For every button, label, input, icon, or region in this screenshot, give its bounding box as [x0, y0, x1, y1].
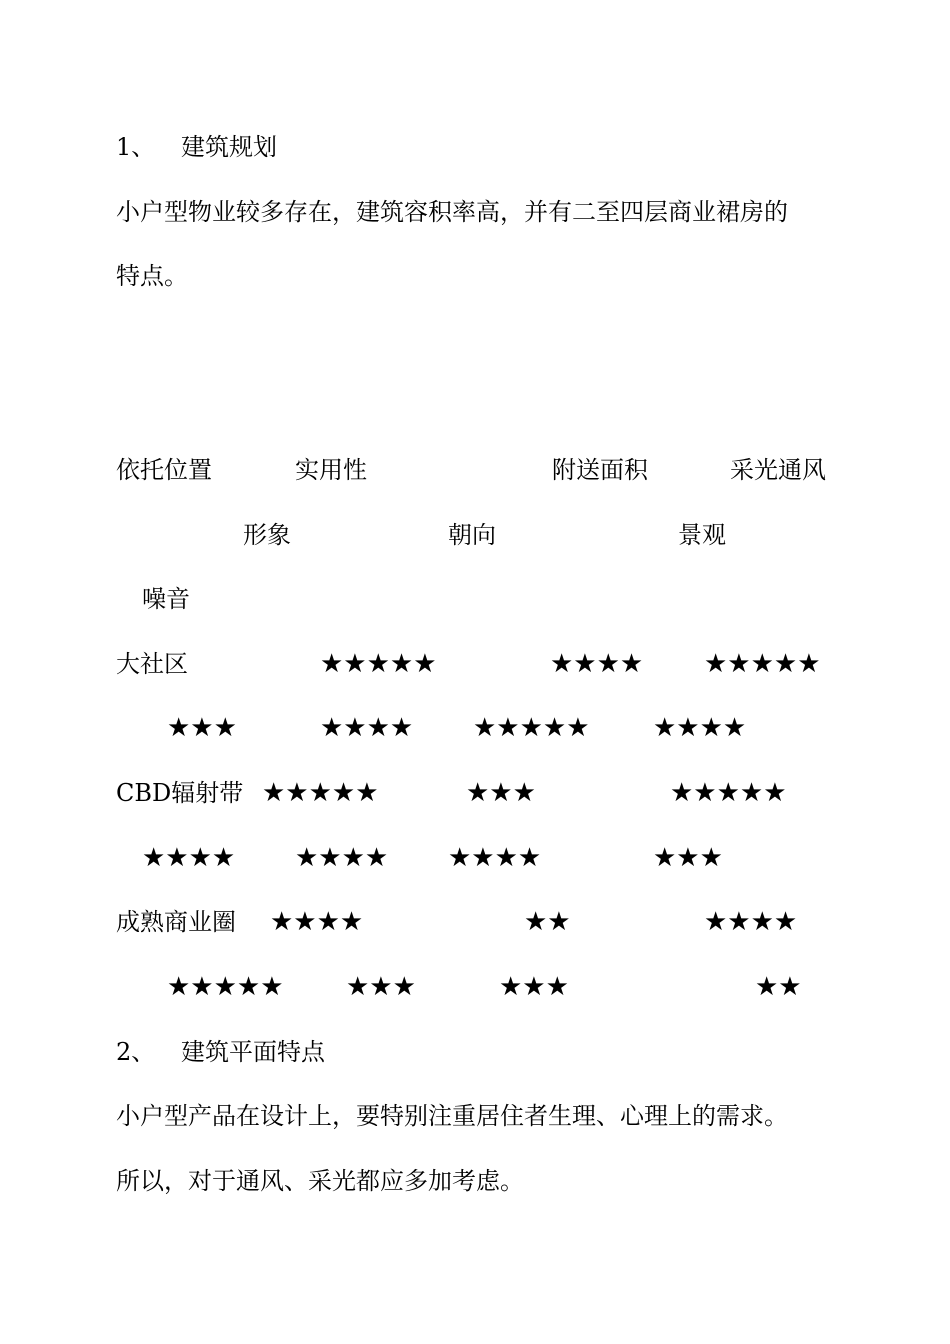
rating-stars: ★★★ — [499, 972, 569, 1002]
rating-stars: ★★★ — [167, 713, 237, 743]
row-label-cbd-belt: CBD辐射带 — [116, 779, 244, 807]
column-header-image: 形象 — [243, 521, 291, 549]
rating-stars: ★★★★★ — [167, 972, 284, 1002]
column-header-location: 依托位置 — [116, 456, 212, 484]
rating-stars: ★★★★★ — [704, 649, 821, 679]
rating-stars: ★★★★★ — [473, 713, 590, 743]
section1-paragraph-line2: 特点。 — [116, 262, 188, 290]
row-label-mature-business-district: 成熟商业圈 — [116, 908, 236, 936]
section2-paragraph-line2: 所以，对于通风、采光都应多加考虑。 — [116, 1167, 524, 1195]
rating-stars: ★★★★ — [142, 843, 236, 873]
rating-stars: ★★★★★ — [262, 778, 379, 808]
rating-stars: ★★★ — [346, 972, 416, 1002]
section1-paragraph-line1: 小户型物业较多存在，建筑容积率高，并有二至四层商业裙房的 — [116, 198, 788, 226]
rating-stars: ★★★★ — [704, 907, 798, 937]
row-label-large-community: 大社区 — [116, 650, 188, 678]
section2-title: 建筑平面特点 — [181, 1038, 325, 1066]
rating-stars: ★★★★★ — [320, 649, 437, 679]
column-header-view: 景观 — [678, 521, 726, 549]
rating-stars: ★★★★ — [295, 843, 389, 873]
section1-title: 建筑规划 — [181, 133, 277, 161]
column-header-orientation: 朝向 — [448, 521, 496, 549]
rating-stars: ★★★ — [466, 778, 536, 808]
rating-stars: ★★★★★ — [670, 778, 787, 808]
column-header-practicality: 实用性 — [295, 456, 367, 484]
section2-number: 2、 — [116, 1038, 156, 1066]
column-header-lighting-ventilation: 采光通风 — [730, 456, 826, 484]
rating-stars: ★★★★ — [270, 907, 364, 937]
section1-number: 1、 — [116, 133, 156, 161]
rating-stars: ★★★★ — [653, 713, 747, 743]
rating-stars: ★★★★ — [448, 843, 542, 873]
rating-stars: ★★ — [524, 907, 571, 937]
column-header-noise: 噪音 — [142, 585, 190, 613]
column-header-bonus-area: 附送面积 — [552, 456, 648, 484]
rating-stars: ★★★ — [653, 843, 723, 873]
rating-stars: ★★★★ — [550, 649, 644, 679]
rating-stars: ★★ — [755, 972, 802, 1002]
section2-paragraph-line1: 小户型产品在设计上，要特别注重居住者生理、心理上的需求。 — [116, 1102, 788, 1130]
rating-stars: ★★★★ — [320, 713, 414, 743]
